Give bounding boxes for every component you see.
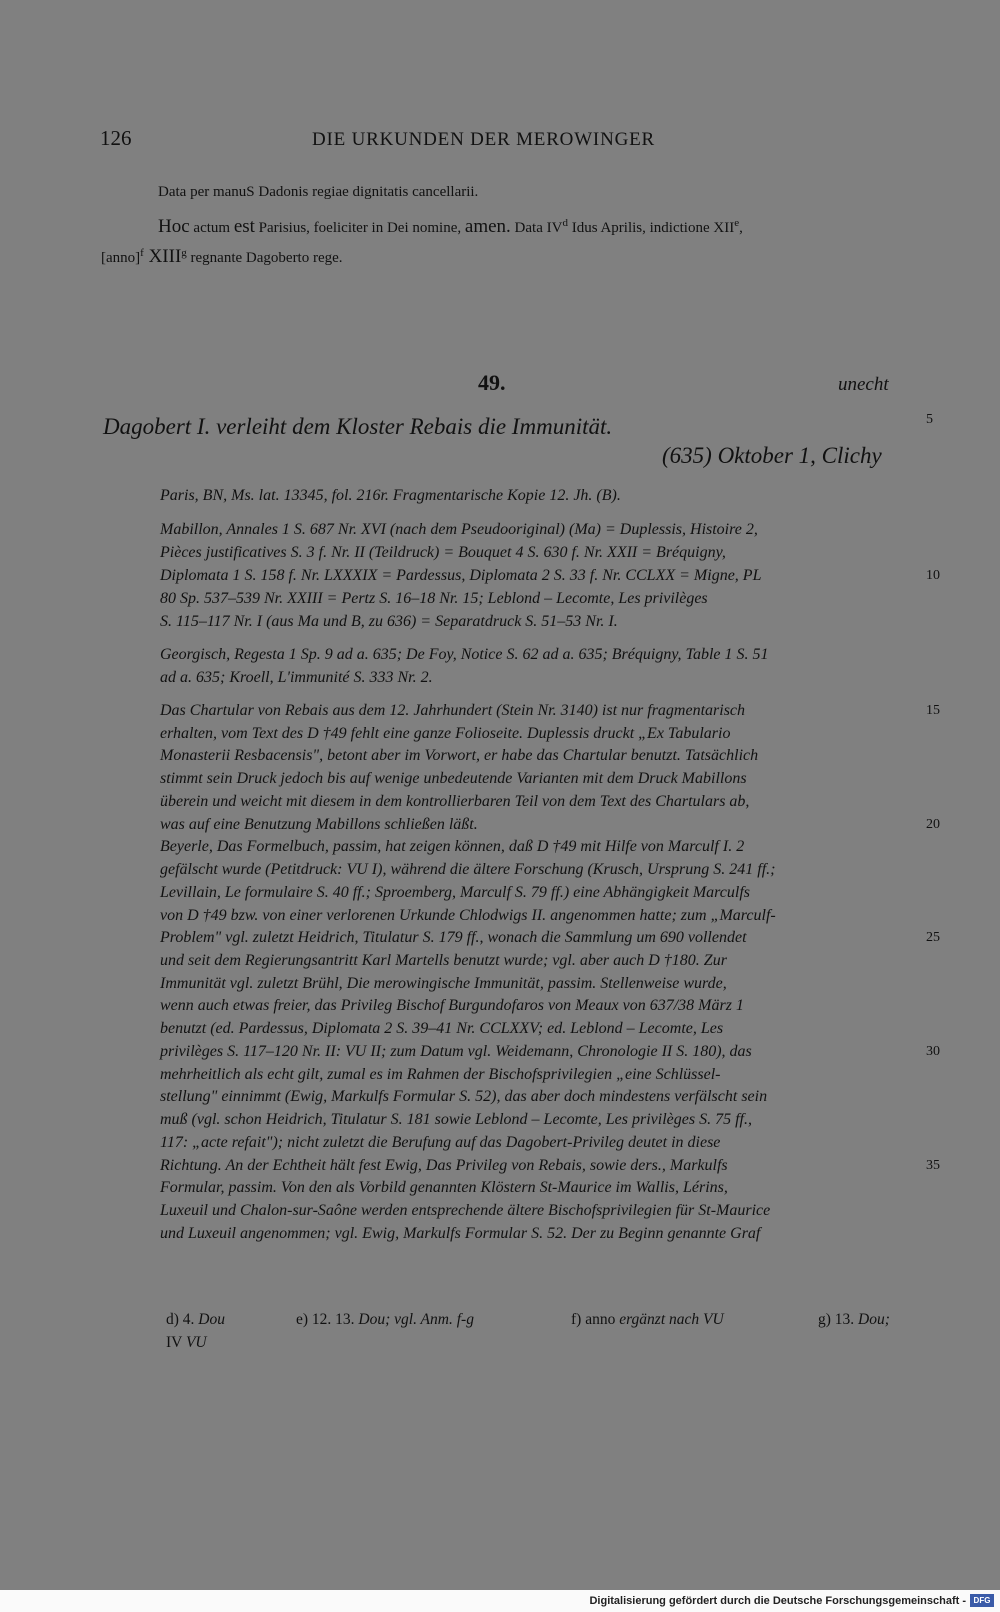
commentary-line: Problem" vgl. zuletzt Heidrich, Titulatur S. 179 ff., wonach die Sammlung um 690 vollendet (160, 929, 747, 946)
date-place: (635) Oktober 1, Clichy (662, 443, 882, 468)
edition-line: 80 Sp. 537–539 Nr. XXIII = Pertz S. 16–18 Nr. 15; Leblond – Lecomte, Les privilèges (160, 590, 708, 607)
edition-line: Mabillon, Annales 1 S. 687 Nr. XVI (nach dem Pseudooriginal) (Ma) = Duplessis, Histoire 2, (160, 521, 758, 538)
commentary-line: Formular, passim. Von den als Vorbild genannten Klöstern St-Maurice im Wallis, Lérins, (160, 1179, 728, 1196)
commentary-line: mehrheitlich als echt gilt, zumal es im Rahmen der Bischofsprivilegien „eine Schlüssel- (160, 1066, 721, 1083)
footnote-g: g) 13. Dou; (818, 1311, 890, 1328)
footnote-e: e) 12. 13. Dou; vgl. Anm. f-g (296, 1311, 474, 1328)
commentary-line: 117: „acte refait"); nicht zuletzt die Berufung auf das Dagobert-Privileg deutet in diese (160, 1134, 721, 1151)
commentary-line: und Luxeuil angenommen; vgl. Ewig, Markulfs Formular S. 52. Der zu Beginn genannte Graf (160, 1225, 761, 1242)
commentary-line: Luxeuil und Chalon-sur-Saône werden entsprechende ältere Bischofsprivilegien für St-Maurice (160, 1202, 771, 1219)
commentary-line: stimmt sein Druck jedoch bis auf wenige unbedeutende Varianten mit dem Druck Mabillons (160, 770, 747, 787)
edition-line: S. 115–117 Nr. I (aus Ma und B, zu 636) = Separatdruck S. 51–53 Nr. I. (160, 613, 618, 630)
edition-line: Diplomata 1 S. 158 f. Nr. LXXXIX = Pardessus, Diplomata 2 S. 33 f. Nr. CCLXX = Migne, PL (160, 567, 762, 584)
commentary-line: Levillain, Le formulaire S. 40 ff.; Sproemberg, Marculf S. 79 ff.) eine Abhängigkeit Marculfs (160, 884, 750, 901)
running-title: DIE URKUNDEN DER MEROWINGER (312, 129, 655, 150)
commentary-line: Immunität vgl. zuletzt Brühl, Die merowingische Immunität, passim. Stellenweise wurde, (160, 975, 727, 992)
line-number: 5 (926, 412, 933, 427)
funding-notice: Digitalisierung gefördert durch die Deutsche Forschungsgemeinschaft - (589, 1595, 966, 1607)
commentary-line: Richtung. An der Echtheit hält fest Ewig, Das Privileg von Rebais, sowie ders., Markulfs (160, 1157, 728, 1174)
commentary-line: wenn auch etwas freier, das Privileg Bischof Burgundofaros von Meaux von 637/38 März 1 (160, 997, 744, 1014)
regnal-year-line: [anno]$^f$ XIII$^g$ regnante Dagoberto rege. (101, 246, 343, 267)
commentary-line: von D †49 bzw. von einer verlorenen Urkunde Chlodwigs II. angenommen hatte; zum „Marculf- (160, 907, 776, 924)
line-number: 15 (926, 703, 940, 718)
commentary-line: Das Chartular von Rebais aus dem 12. Jahrhundert (Stein Nr. 3140) ist nur fragmentarisch (160, 702, 746, 719)
document-number: 49. (478, 370, 506, 395)
commentary-line: Beyerle, Das Formelbuch, passim, hat zeigen können, daß D †49 mit Hilfe von Marculf I. 2 (160, 838, 745, 855)
commentary-line: Monasterii Resbacensis", betont aber im Vorwort, er habe das Chartular benutzt. Tatsächlich (160, 747, 759, 764)
line-number: 35 (926, 1158, 940, 1173)
commentary-line: überein und weicht mit diesem in dem kontrollierbaren Teil von dem Text des Chartulars ab, (160, 793, 750, 810)
line-number: 25 (926, 930, 940, 945)
footnote-d-cont: IV VU (166, 1334, 207, 1351)
commentary-line: benutzt (ed. Pardessus, Diplomata 2 S. 39–41 Nr. CCLXXV; ed. Leblond – Lecomte, Les (160, 1020, 724, 1037)
actum-line: Hoc actum est Parisius, foeliciter in Dei nomine, amen. Data $IV^d$ Idus Aprilis, indictione XIIe, (158, 216, 743, 237)
commentary-line: erhalten, vom Text des D †49 fehlt eine ganze Folioseite. Duplessis druckt „Ex Tabulario (160, 725, 731, 742)
regesta-line: Georgisch, Regesta 1 Sp. 9 ad a. 635; De Foy, Notice S. 62 ad a. 635; Bréquigny, Table 1 S. 51 (160, 646, 769, 663)
commentary-line: privilèges S. 117–120 Nr. II: VU II; zum Datum vgl. Weidemann, Chronologie II S. 180), das (160, 1043, 752, 1060)
footnote-d: d) 4. Dou (166, 1311, 225, 1328)
commentary-line: gefälscht wurde (Petitdruck: VU I), während die ältere Forschung (Krusch, Ursprung S. 241 ff.; (160, 861, 776, 878)
commentary-line: muß (vgl. schon Heidrich, Titulatur S. 181 sowie Leblond – Lecomte, Les privilèges S. 75 ff., (160, 1111, 752, 1128)
footnote-f: f) anno ergänzt nach VU (571, 1311, 724, 1328)
line-number: 20 (926, 817, 940, 832)
line-number: 30 (926, 1044, 940, 1059)
regest-title: Dagobert I. verleiht dem Kloster Rebais die Immunität. (103, 414, 613, 439)
digitization-footer (0, 1590, 1000, 1612)
regesta-line: ad a. 635; Kroell, L'immunité S. 333 Nr. 2. (160, 669, 433, 686)
line-number: 10 (926, 568, 940, 583)
datum-line: Data per manuS Dadonis regiae dignitatis cancellarii. (158, 184, 479, 200)
commentary-line: und seit dem Regierungsantritt Karl Martells benutzt wurde; vgl. aber auch D †180. Zur (160, 952, 727, 969)
page-number: 126 (100, 126, 132, 150)
tradition-line: Paris, BN, Ms. lat. 13345, fol. 216r. Fragmentarische Kopie 12. Jh. (B). (160, 487, 621, 504)
commentary-line: stellung" einnimmt (Ewig, Markulfs Formular S. 52), das aber doch mindestens verfälscht sein (160, 1088, 768, 1105)
authenticity-status: unecht (838, 374, 889, 395)
dfg-logo: DFG (970, 1594, 994, 1607)
edition-line: Pièces justificatives S. 3 f. Nr. II (Teildruck) = Bouquet 4 S. 630 f. Nr. XXII = Bréquigny, (160, 544, 726, 561)
commentary-line: was auf eine Benutzung Mabillons schließen läßt. (160, 816, 478, 833)
